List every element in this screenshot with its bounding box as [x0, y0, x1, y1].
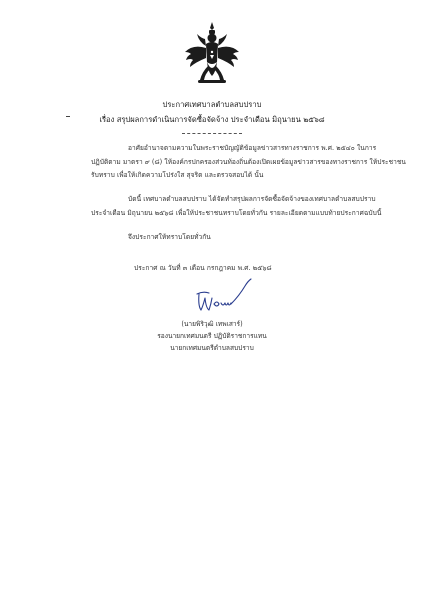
- paragraph-2-line-2: ประจำเดือน มิถุนายน ๒๕๖๘ เพื่อให้ประชาชนทราบโดยทั่วกัน รายละเอียดตามแบบท้ายประกาศฉบับนี้: [91, 209, 382, 217]
- paragraph-1-line-2: ปฏิบัติตาม มาตรา ๙ (๘) ให้องค์กรปกครองส่วนท้องถิ่นต้องเปิดเผยข้อมูลข่าวสารของทางราชการ ให้ประชาชน: [91, 158, 406, 166]
- paragraph-2-line-1: บัดนี้ เทศบาลตำบลสบปราบ ได้จัดทำสรุปผลการจัดซื้อจัดจ้างของเทศบาลตำบลสบปราบ: [128, 195, 376, 203]
- announcement-subject: เรื่อง สรุปผลการดำเนินการจัดซื้อจัดจ้าง ประจำเดือน มิถุนายน ๒๕๖๘: [99, 115, 325, 124]
- announcement-title: ประกาศเทศบาลตำบลสบปราบ: [162, 100, 262, 109]
- signatory-name: (นายพิริวุฒิ เทพเสาร์): [181, 320, 243, 328]
- paragraph-1-line-1: อาศัยอำนาจตามความในพระราชบัญญัติข้อมูลข่าวสารทางราชการ พ.ศ. ๒๕๔๐ ในการ: [128, 144, 377, 152]
- signatory-position: รองนายกเทศมนตรี ปฏิบัติราชการแทน: [157, 332, 267, 340]
- announcement-date: ประกาศ ณ วันที่ ๓ เดือน กรกฎาคม พ.ศ. ๒๕๖๘: [134, 264, 272, 272]
- paragraph-1-line-3: รับทราบ เพื่อให้เกิดความโปร่งใส สุจริต และตรวจสอบได้ นั้น: [91, 171, 264, 179]
- title-divider: [182, 133, 242, 134]
- handwritten-signature: [193, 276, 257, 316]
- garuda-emblem-icon: [183, 22, 241, 86]
- signatory-office: นายกเทศมนตรีตำบลสบปราบ: [170, 344, 254, 352]
- closing-statement: จึงประกาศให้ทราบโดยทั่วกัน: [128, 233, 211, 241]
